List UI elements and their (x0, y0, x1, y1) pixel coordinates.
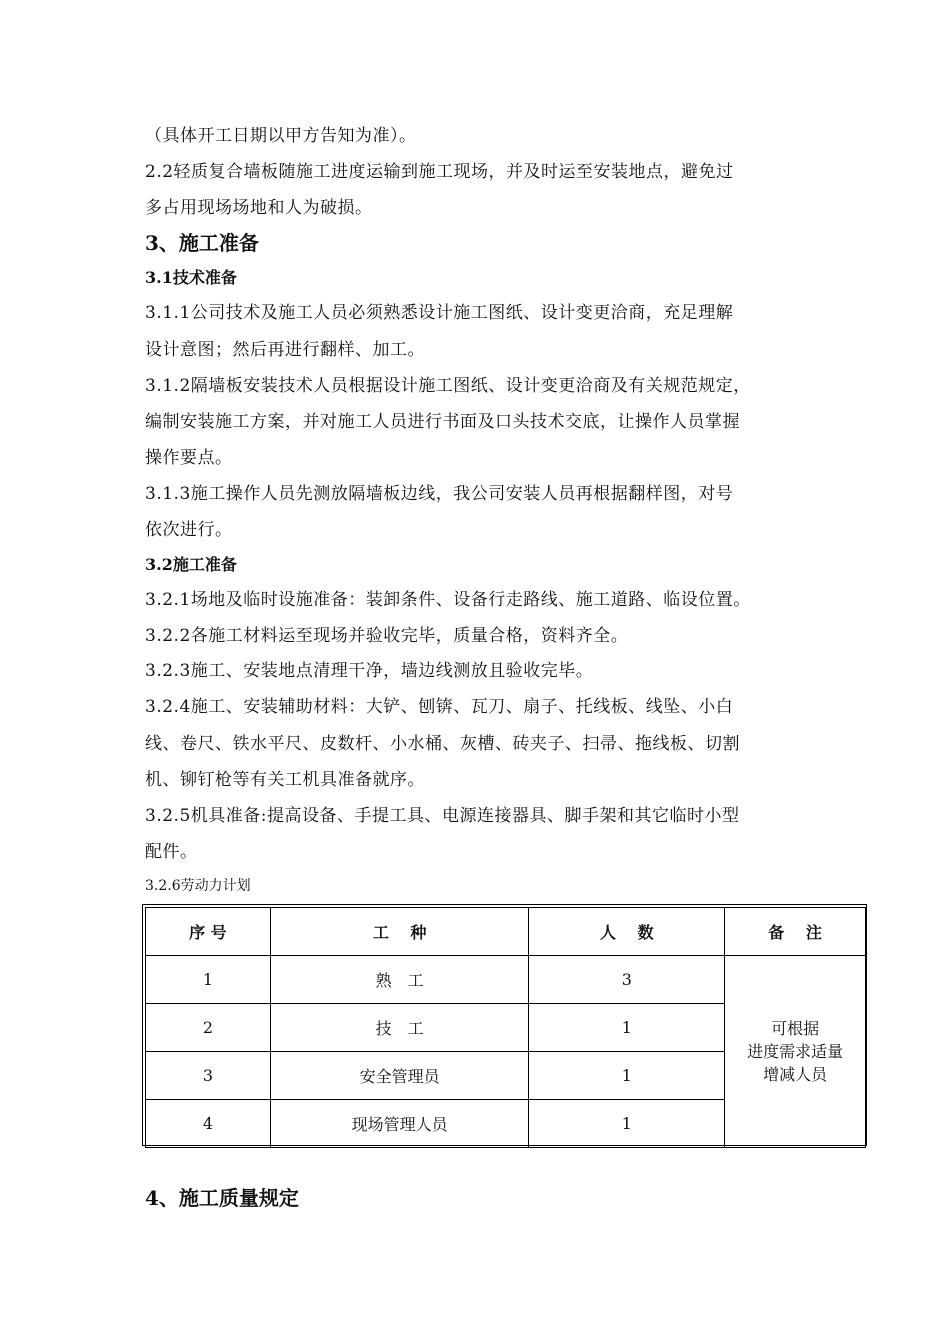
cell-no: 2 (146, 1004, 271, 1052)
paragraph-line: 编制安装施工方案，并对施工人员进行书面及口头技术交底，让操作人员掌握 (145, 412, 740, 432)
paragraph-line: 3.2.2各施工材料运至现场并验收完毕，质量合格，资料齐全。 (145, 626, 629, 646)
paragraph-line: 3.2.5机具准备:提高设备、手提工具、电源连接器具、脚手架和其它临时小型 (145, 806, 740, 826)
paragraph-line: 机、铆钉枪等有关工机具准备就序。 (145, 770, 425, 790)
section-4-heading: 4、施工质量规定 (145, 1186, 299, 1210)
cell-type: 技 工 (270, 1004, 529, 1052)
paragraph-line: 多占用现场场地和人为破损。 (145, 198, 373, 218)
cell-type: 安全管理员 (270, 1052, 529, 1100)
section-3-heading: 3、施工准备 (145, 231, 259, 255)
cell-remark (725, 956, 866, 1148)
table-header-row (146, 908, 866, 956)
cell-count: 1 (529, 1052, 725, 1100)
header-remark: 备 注 (725, 908, 866, 956)
labor-plan-caption: 3.2.6劳动力计划 (145, 878, 251, 894)
paragraph-line: 3.2.4施工、安装辅助材料：大铲、刨锛、瓦刀、扇子、托线板、线坠、小白 (145, 697, 734, 717)
paragraph-line: 配件。 (145, 842, 198, 862)
paragraph-line: 设计意图；然后再进行翻样、加工。 (145, 340, 425, 360)
cell-no: 1 (146, 956, 271, 1004)
cell-type: 熟 工 (270, 956, 529, 1004)
paragraph-line: 依次进行。 (145, 520, 233, 540)
paragraph-line: 3.1.2隔墙板安装技术人员根据设计施工图纸、设计变更洽商及有关规范规定， (145, 376, 751, 396)
cell-no: 3 (146, 1052, 271, 1100)
cell-count: 1 (529, 1004, 725, 1052)
table-row (146, 956, 866, 1004)
paragraph-line: （具体开工日期以甲方告知为准）。 (145, 126, 417, 146)
header-no: 序 号 (146, 908, 271, 956)
paragraph-line: 2.2轻质复合墙板随施工进度运输到施工现场，并及时运至安装地点，避免过 (145, 162, 734, 182)
remark-line: 增减人员 (763, 1065, 828, 1084)
cell-no: 4 (146, 1100, 271, 1148)
cell-count: 1 (529, 1100, 725, 1148)
header-count: 人 数 (529, 908, 725, 956)
section-3-2-heading: 3.2施工准备 (145, 555, 237, 574)
section-3-1-heading: 3.1技术准备 (145, 268, 237, 287)
labor-plan-table (145, 907, 866, 1148)
paragraph-line: 3.1.1公司技术及施工人员必须熟悉设计施工图纸、设计变更洽商，充足理解 (145, 303, 734, 323)
remark-line: 可根据 (771, 1019, 820, 1038)
cell-count: 3 (529, 956, 725, 1004)
paragraph-line: 3.2.3施工、安装地点清理干净，墙边线测放且验收完毕。 (145, 661, 594, 681)
header-type: 工 种 (270, 908, 529, 956)
paragraph-line: 操作要点。 (145, 448, 233, 468)
paragraph-line: 线、卷尺、铁水平尺、皮数杆、小水桶、灰槽、砖夹子、扫帚、拖线板、切割 (145, 734, 740, 754)
paragraph-line: 3.2.1场地及临时设施准备：装卸条件、设备行走路线、施工道路、临设位置。 (145, 590, 751, 610)
paragraph-line: 3.1.3施工操作人员先测放隔墙板边线，我公司安装人员再根据翻样图，对号 (145, 484, 734, 504)
remark-line: 进度需求适量 (747, 1042, 844, 1061)
labor-plan-table-frame (142, 904, 867, 1146)
cell-type: 现场管理人员 (270, 1100, 529, 1148)
